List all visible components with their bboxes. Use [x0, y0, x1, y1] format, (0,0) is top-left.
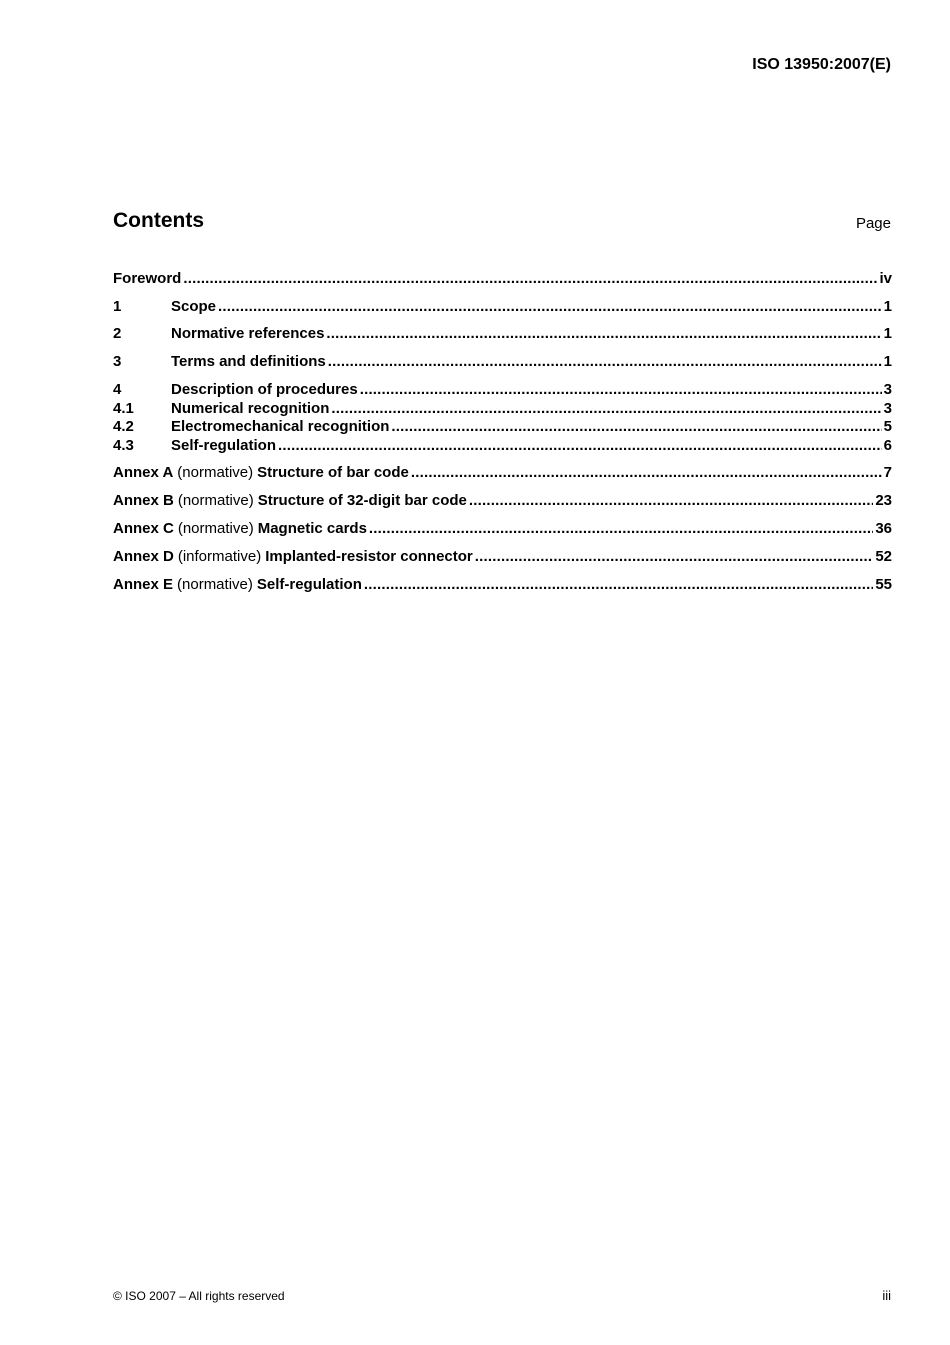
toc-entry-normative-references[interactable] [113, 324, 892, 343]
annex-label: Annex C [113, 520, 174, 537]
toc-entry-self-regulation[interactable] [113, 436, 892, 455]
toc-entry-number: 4.3 [113, 437, 134, 454]
annex-page: 52 [875, 548, 892, 565]
toc-entry-page: 1 [883, 298, 892, 315]
toc-entry-number: 4.1 [113, 400, 134, 417]
toc-annex-d[interactable] [113, 547, 892, 566]
toc-page-label: Page [855, 215, 891, 232]
annex-title: Structure of bar code [257, 464, 409, 481]
annex-title: Implanted-resistor connector [265, 548, 473, 565]
dot-leader [278, 436, 882, 455]
document-id: ISO 13950:2007(E) [752, 56, 891, 73]
dot-leader [218, 297, 882, 316]
dot-leader [331, 399, 881, 418]
dot-leader [475, 547, 874, 566]
toc-entry-page: 5 [883, 418, 892, 435]
toc-heading-row [113, 209, 891, 239]
toc-annex-e[interactable] [113, 575, 892, 594]
annex-page: 36 [875, 520, 892, 537]
dot-leader [469, 491, 873, 510]
dot-leader [411, 463, 882, 482]
toc-annex-a[interactable] [113, 463, 892, 482]
annex-type: (normative) [177, 520, 254, 537]
toc-entry-title: Normative references [171, 325, 325, 342]
dot-leader [183, 269, 877, 288]
annex-page: 7 [883, 464, 892, 481]
dot-leader [391, 417, 881, 436]
toc-entry-number: 4 [113, 381, 122, 398]
toc-entry-title: Terms and definitions [171, 353, 326, 370]
annex-label: Annex A [113, 464, 174, 481]
annex-label: Annex D [113, 548, 174, 565]
annex-label: Annex B [113, 492, 174, 509]
footer-copyright: © ISO 2007 – All rights reserved [113, 1289, 285, 1303]
dot-leader [360, 380, 882, 399]
annex-label: Annex E [113, 576, 174, 593]
toc-entry-page: 3 [883, 400, 892, 417]
toc-entry-number: 3 [113, 353, 122, 370]
toc-entry-title: Electromechanical recognition [171, 418, 390, 435]
toc-entry-title: Foreword [113, 270, 182, 287]
toc-entry-title: Description of procedures [171, 381, 358, 398]
toc-title: Contents [113, 209, 204, 232]
annex-type: (normative) [177, 464, 254, 481]
annex-type: (normative) [177, 492, 254, 509]
toc-entry-number: 1 [113, 298, 122, 315]
toc-annex-b[interactable] [113, 491, 892, 510]
toc-entry-page: iv [879, 270, 892, 287]
toc-entry-title: Scope [171, 298, 217, 315]
footer-page-number: iii [882, 1288, 891, 1303]
dot-leader [326, 324, 881, 343]
toc-entry-page: 6 [883, 437, 892, 454]
annex-page: 23 [875, 492, 892, 509]
toc-entry-foreword[interactable] [113, 269, 892, 288]
annex-title: Structure of 32-digit bar code [257, 492, 467, 509]
toc-entry-number: 2 [113, 325, 122, 342]
toc-entry-page: 1 [883, 353, 892, 370]
toc-entry-page: 3 [883, 381, 892, 398]
toc-entry-terms-and-definitions[interactable] [113, 352, 892, 371]
toc-entry-page: 1 [883, 325, 892, 342]
annex-type: (informative) [177, 548, 262, 565]
toc-entry-title: Numerical recognition [171, 400, 330, 417]
annex-title: Self-regulation [256, 576, 362, 593]
toc-entry-description-of-procedures[interactable] [113, 380, 892, 399]
annex-page: 55 [875, 576, 892, 593]
annex-title: Magnetic cards [257, 520, 367, 537]
dot-leader [328, 352, 882, 371]
dot-leader [364, 575, 873, 594]
toc-entry-scope[interactable] [113, 297, 892, 316]
toc-entry-numerical-recognition[interactable] [113, 399, 892, 418]
dot-leader [369, 519, 873, 538]
toc-entry-number: 4.2 [113, 418, 134, 435]
toc-entry-electromechanical-recognition[interactable] [113, 417, 892, 436]
annex-type: (normative) [177, 576, 253, 593]
toc-annex-c[interactable] [113, 519, 892, 538]
toc-entry-title: Self-regulation [171, 437, 277, 454]
